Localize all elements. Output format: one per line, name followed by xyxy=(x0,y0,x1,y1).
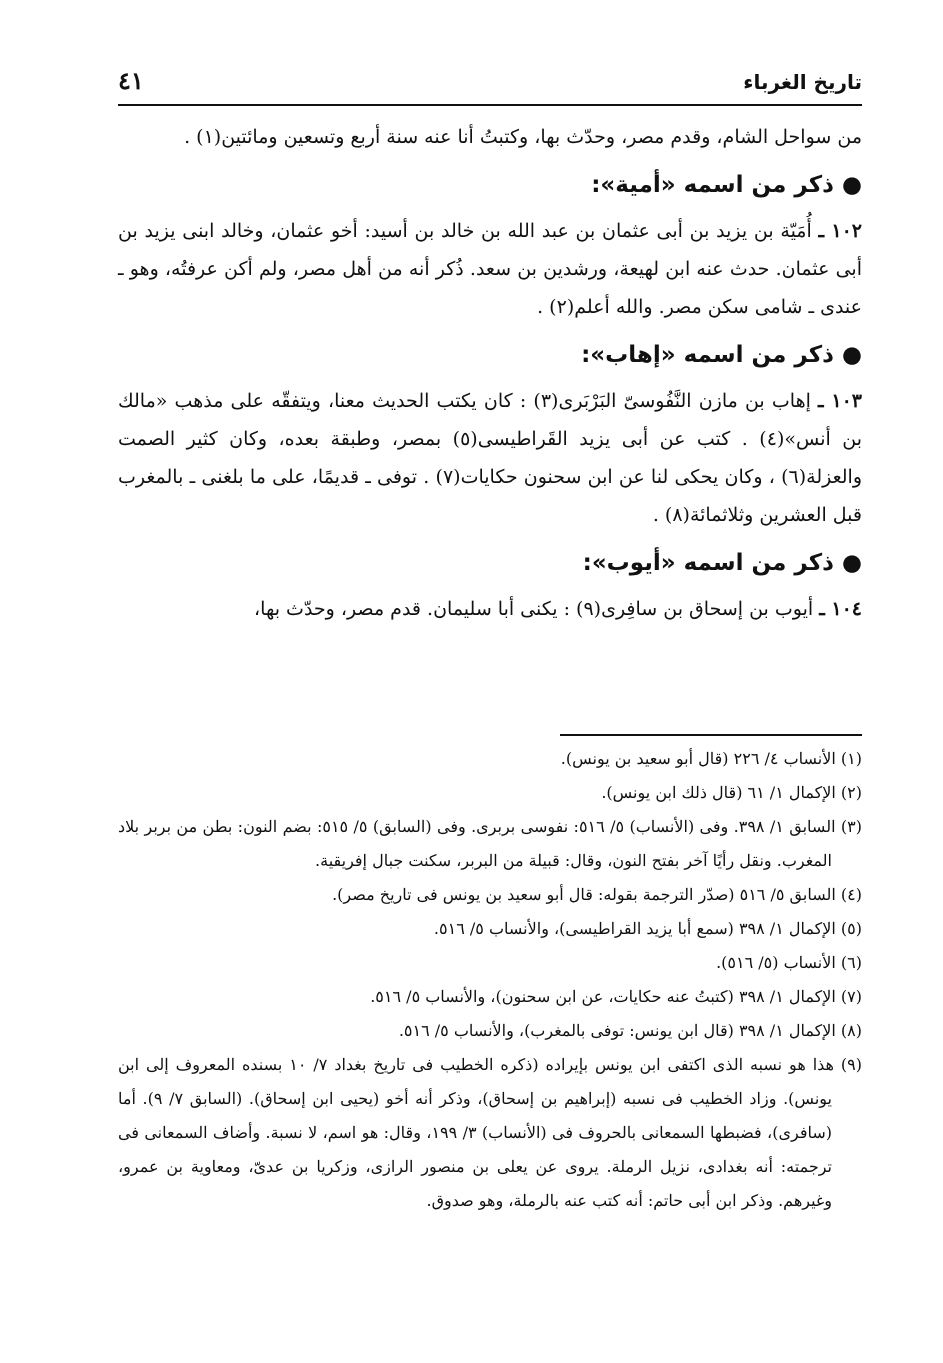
continuation-paragraph: من سواحل الشام، وقدم مصر، وحدّث بها، وكتبتُ أنا عنه سنة أربع وتسعين ومائتين(١) . xyxy=(184,126,862,148)
heading-text: ذكر من اسمه «أمية»: xyxy=(591,172,834,198)
section-heading-ihab xyxy=(118,340,862,370)
entry-number: ١٠٣ ـ xyxy=(818,390,862,412)
entry-text: إهاب بن مازن النَّفُوسىّ البَرْبَرى(٣) : كان يكتب الحديث معنا، ويتفقّه على مذهب «مالك بن أنس»(٤) . كتب عن أبى يزيد القَراطيسى(٥) بمصر، وطبقة بعده، وكان كثير الصمت والعزلة(٦) ، وكان يحكى لنا عن ابن سحنون حكايات(٧) . توفى ـ قديمًا، على ما بلغنى ـ بالمغرب قبل العشرين وثلاثمائة(٨) . xyxy=(118,390,862,526)
heading-text: ذكر من اسمه «إهاب»: xyxy=(581,342,834,368)
entry-text: أُمَيّة بن يزيد بن أبى عثمان بن عبد الله بن خالد بن أسيد: أخو عثمان، وخالد ابنى يزيد بن أبى عثمان. حدث عنه ابن لهيعة، ورشدين بن سعد. ذُكر أنه من أهل مصر، ولم أكن عرفتُه، وهو ـ عندى ـ شامى سكن مصر. والله أعلم(٢) . xyxy=(118,220,862,318)
footnotes xyxy=(118,742,862,1218)
footnote-1: (١) الأنساب ٤/ ٢٢٦ (قال أبو سعيد بن يونس). xyxy=(560,749,862,768)
main-text xyxy=(118,118,862,628)
footnote-7: (٧) الإكمال ١/ ٣٩٨ (كتبتُ عنه حكايات، عن ابن سحنون)، والأنساب ٥/ ٥١٦. xyxy=(370,987,862,1006)
heading-text: ذكر من اسمه «أيوب»: xyxy=(582,550,834,576)
entry-text: أيوب بن إسحاق بن سافِرى(٩) : يكنى أبا سليمان. قدم مصر، وحدّث بها، xyxy=(254,598,814,620)
section-heading-umayya xyxy=(118,170,862,200)
footnote-6: (٦) الأنساب (٥/ ٥١٦). xyxy=(716,953,862,972)
entry-104 xyxy=(118,590,862,628)
entry-number: ١٠٢ ـ xyxy=(818,220,862,242)
footnote-5: (٥) الإكمال ١/ ٣٩٨ (سمع أبا يزيد القراطيسى)، والأنساب ٥/ ٥١٦. xyxy=(433,919,862,938)
header-rule xyxy=(118,104,862,106)
footnote-2: (٢) الإكمال ١/ ٦١ (قال ذلك ابن يونس). xyxy=(601,783,862,802)
bullet-icon: ● xyxy=(841,172,862,198)
footnote-separator xyxy=(560,734,862,736)
entry-number: ١٠٤ ـ xyxy=(819,598,862,620)
bullet-icon: ● xyxy=(841,342,862,368)
footnote-3: (٣) السابق ١/ ٣٩٨. وفى (الأنساب) ٥/ ٥١٦: نفوسى بربرى. وفى (السابق) ٥/ ٥١٥: بضم النون: بطن من بربر بلاد المغرب. ونقل رأيًا آخر بفتح النون، وقال: قبيلة من البربر، سكنت جبال إفريقية. xyxy=(118,817,862,870)
running-title: تاريخ الغرباء xyxy=(743,70,862,94)
section-heading-ayyub xyxy=(118,548,862,578)
page-number: ٤١ xyxy=(118,66,144,95)
bullet-icon: ● xyxy=(841,550,862,576)
footnote-9: (٩) هذا هو نسبه الذى اكتفى ابن يونس بإيراده (ذكره الخطيب فى تاريخ بغداد ٧/ ١٠ بسنده المعروف إلى ابن يونس). وزاد الخطيب فى نسبه (إبراهيم بن إسحاق)، وذكر أنه أخو (يحيى ابن إسحاق). (السابق ٧/ ٩). أما (سافرى)، فضبطها السمعانى بالحروف فى (الأنساب) ٣/ ١٩٩، وقال: هو اسم، لا نسبة. وأضاف السمعانى فى ترجمته: أنه بغدادى، نزيل الرملة. يروى عن يعلى بن منصور الرازى، وزكريا بن عدىّ، ومعاوية بن عمرو، وغيرهم. وذكر ابن أبى حاتم: أنه كتب عنه بالرملة، وهو صدوق. xyxy=(118,1055,863,1210)
entry-102 xyxy=(118,212,862,326)
entry-103 xyxy=(118,382,862,534)
page-header xyxy=(118,62,862,102)
footnote-4: (٤) السابق ٥/ ٥١٦ (صدّر الترجمة بقوله: قال أبو سعيد بن يونس فى تاريخ مصر). xyxy=(332,885,862,904)
footnote-8: (٨) الإكمال ١/ ٣٩٨ (قال ابن يونس: توفى بالمغرب)، والأنساب ٥/ ٥١٦. xyxy=(398,1021,862,1040)
